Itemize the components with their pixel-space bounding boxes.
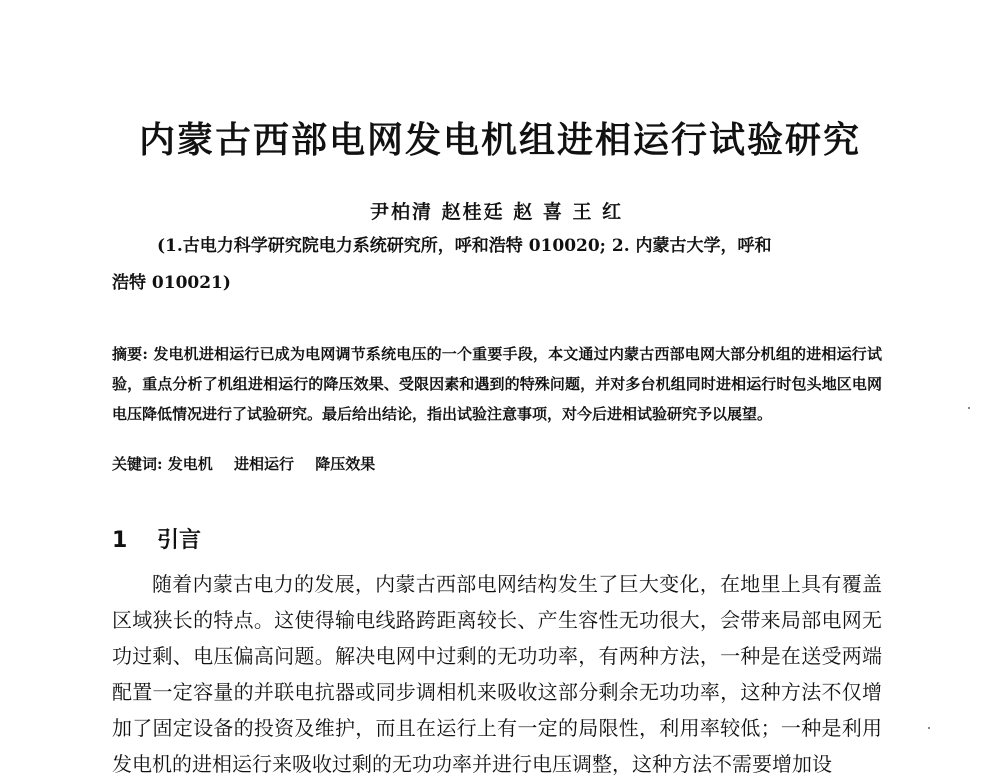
scan-speck [928, 727, 930, 729]
keywords [112, 453, 391, 474]
abstract-label: 摘要: [112, 345, 148, 363]
abstract-text: 发电机进相运行已成为电网调节系统电压的一个重要手段，本文通过内蒙古西部电网大部分机组的进相运行试验，重点分析了机组进相运行的降压效果、受限因素和遇到的特殊问题，并对多台机组同时进相运行时包头地区电网电压降低情况进行了试验研究。最后给出结论，指出试验注意事项，对今后进相试验研究予以展望。 [112, 345, 882, 423]
keywords-label: 关键词: [112, 455, 163, 473]
body-text [112, 566, 882, 782]
affiliation-line-1: (1.古电力科学研究院电力系统研究所，呼和浩特 010020; 2. 内蒙古大学，呼和 [157, 236, 772, 256]
section-title: 引言 [156, 528, 201, 553]
keyword-item: 发电机 [167, 455, 213, 473]
affiliation-line-2: 浩特 010021) [112, 273, 231, 293]
affiliation [112, 228, 882, 302]
section-heading [112, 523, 201, 554]
keyword-item: 进相运行 [234, 455, 295, 473]
author-list: 尹柏清 赵桂廷 赵 喜 王 红 [370, 201, 624, 223]
scan-speck [968, 407, 970, 409]
abstract [112, 339, 882, 429]
paper-title: 内蒙古西部电网发电机组进相运行试验研究 [138, 120, 861, 161]
body-paragraph: 随着内蒙古电力的发展，内蒙古西部电网结构发生了巨大变化，在地里上具有覆盖区域狭长的特点。这使得输电线路跨距离较长、产生容性无功很大，会带来局部电网无功过剩、电压偏高问题。解决电网中过剩的无功功率，有两种方法，一种是在送受两端配置一定容量的并联电抗器或同步调相机来吸收这部分剩余无功功率，这种方法不仅增加了固定设备的投资及维护，而且在运行上有一定的局限性，利用率较低；一种是利用发电机的进相运行来吸收过剩的无功功率并进行电压调整，这种方法不需要增加设 [112, 572, 882, 776]
keyword-item: 降压效果 [315, 455, 376, 473]
section-number: 1 [112, 528, 128, 553]
